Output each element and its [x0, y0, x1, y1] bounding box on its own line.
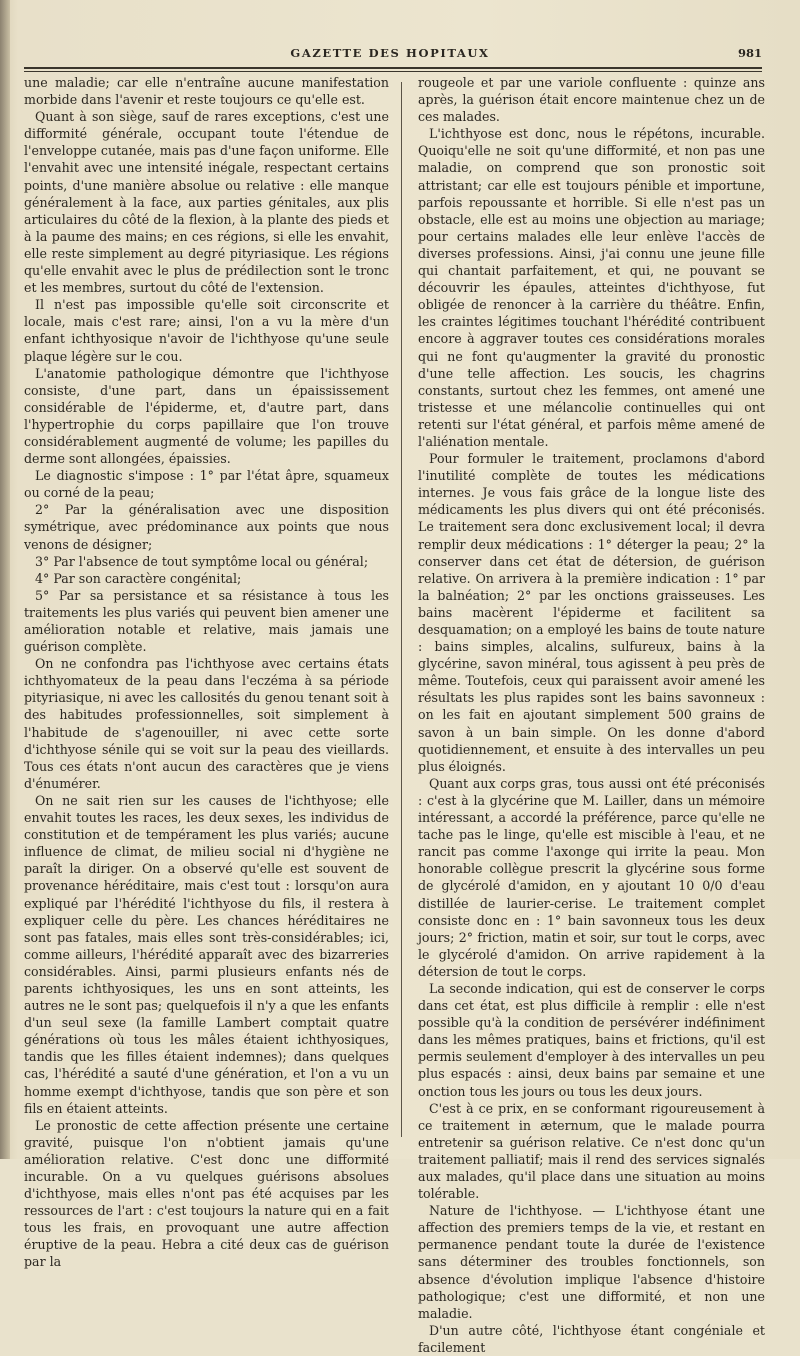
paragraph: Il n'est pas impossible qu'elle soit circonscrite et locale, mais c'est rare; ainsi, l'on a vu la mère d'un enfant ichthyosique n'avoir de l'ichthyose qu'une seule plaque légère sur le cou. — [24, 297, 389, 364]
paragraph: D'un autre côté, l'ichthyose étant congéniale et facilement — [418, 1322, 765, 1355]
paragraph: 2° Par la généralisation avec une disposition symétrique, avec prédominance aux points que nous venons de désigner; — [24, 502, 389, 552]
publication-title: GAZETTE DES HOPITAUX — [290, 46, 490, 60]
column-divider — [401, 82, 402, 1137]
page-header — [18, 42, 762, 62]
paragraph: L'ichthyose est donc, nous le répétons, incurable. Quoiqu'elle ne soit qu'une difformité, et non pas une maladie, on comprend que son pronostic soit attristant; car elle est toujours pénible et importune, parfois repoussante et horrible. Si elle n'est pas un obstacle, elle est au moins une objection au mariage; pour certains malades elle leur enlève l'accès de diverses professions. Ainsi, j'ai connu une jeune fille qui chantait parfaitement, et qui, ne pouvant se découvrir les épaules, atteintes d'ichthyose, fut obligée de renoncer à la carrière du théâtre. Enfin, les craintes légitimes touchant l'hérédité contribuent encore à aggraver toutes ces considérations morales qui ne font qu'augmenter la gravité du pronostic d'une telle affection. Les soucis, les chagrins constants, surtout chez les femmes, ont amené une tristesse et une mélancolie continuelles qui ont retenti sur l'état général, et parfois même amené de l'aliénation mentale. — [418, 126, 765, 449]
paragraph: La seconde indication, qui est de conserver le corps dans cet état, est plus difficile à remplir : elle n'est possible qu'à la condition de persévérer indéfiniment dans les mêmes pratiques, bains et frictions, qu'il est permis seulement d'employer à des intervalles un peu plus espacés : ainsi, deux bains par semaine et une onction tous les jours ou tous les deux jours. — [418, 980, 765, 1099]
header-rule-thin — [24, 71, 762, 72]
header-rule-thick — [24, 67, 762, 69]
paragraph: L'anatomie pathologique démontre que l'ichthyose consiste, d'une part, dans un épaississement considérable de l'épiderme, et, d'autre part, dans l'hypertrophie du corps papillaire que l'on trouve considérablement augmenté de volume; les papilles du derme sont allongées, épaissies. — [24, 365, 389, 467]
paragraph: 4° Par son caractère congénital; — [35, 570, 242, 586]
right-column — [418, 74, 765, 1356]
page-binding-edge — [0, 0, 10, 1159]
paragraph: une maladie; car elle n'entraîne aucune manifestation morbide dans l'avenir et reste toujours ce qu'elle est. — [24, 75, 389, 108]
paragraph: rougeole et par une variole confluente : quinze ans après, la guérison était encore maintenue chez un de ces malades. — [418, 75, 765, 125]
paragraph: Le pronostic de cette affection présente une certaine gravité, puisque l'on n'obtient jamais qu'une amélioration relative. C'est donc une difformité incurable. On a vu quelques guérisons absolues d'ichthyose, mais elles n'ont pas été acquises par les ressources de l'art : c'est toujours la nature qui en a fait tous les frais, en provoquant une autre affection éruptive de la peau. Hebra a cité deux cas de guérison par la — [24, 1117, 389, 1270]
paragraph: 5° Par sa persistance et sa résistance à tous les traitements les plus variés qui peuvent bien amener une amélioration notable et relative, mais jamais une guérison complète. — [24, 587, 389, 655]
page-number: 981 — [737, 46, 762, 60]
paragraph: Le diagnostic s'impose : 1° par l'état âpre, squameux ou corné de la peau; — [24, 468, 389, 501]
paragraph: Quant à son siège, sauf de rares exceptions, c'est une difformité générale, occupant toute l'étendue de l'enveloppe cutanée, mais pas d'une façon uniforme. Elle l'envahit avec une intensité inégale, respectant certains points, d'une manière absolue ou relative : elle manque généralement à la face, aux parties génitales, aux plis articulaires du côté de la flexion, à la plante des pieds et à la paume des mains; en ces régions, si elle les envahit, elle reste simplement au degré pityriasique. Les régions qu'elle envahit avec le plus de prédilection sont le tronc et les membres, surtout du côté de l'extension. — [24, 109, 389, 296]
paragraph: Pour formuler le traitement, proclamons d'abord l'inutilité complète de toutes les médications internes. Je vous fais grâce de la longue liste des médicaments les plus divers qui ont été préconisés. Le traitement sera donc exclusivement local; il devra remplir deux médications : 1° déterger la peau; 2° la conserver dans cet état de détersion, de guérison relative. On arrivera à la première indication : 1° par la balnéation; 2° par les onctions graisseuses. Les bains macèrent l'épiderme et facilitent sa desquamation; on a employé les bains de toute nature : bains simples, alcalins, sulfureux, bains à la glycérine, savon minéral, tous agissent à peu près de même. Toutefois, ceux qui paraissent avoir amené les résultats les plus rapides sont les bains savonneux : on les fait en ajoutant simplement 500 grains de savon à un bain simple. On les donne d'abord quotidiennement, et ensuite à des intervalles un peu plus éloignés. — [418, 451, 765, 774]
paragraph: On ne confondra pas l'ichthyose avec certains états ichthyomateux de la peau dans l'eczéma à sa période pityriasique, ni avec les callosités du genou tenant soit à des habitudes professionnelles, soit simplement à l'habitude de s'agenouiller, ni avec cette sorte d'ichthyose sénile qui se voit sur la peau des vieillards. Tous ces états n'ont aucun des caractères que je viens d'énumérer. — [24, 656, 389, 791]
paragraph: C'est à ce prix, en se conformant rigoureusement à ce traitement in æternum, que le malade pourra entretenir sa guérison relative. Ce n'est donc qu'un traitement palliatif; mais il rend des services signalés aux malades, qu'il place dans une situation au moins tolérable. — [418, 1100, 765, 1202]
paragraph: Nature de l'ichthyose. — L'ichthyose étant une affection des premiers temps de la vie, et restant en permanence pendant toute la durée de l'existence sans déterminer des troubles fonctionnels, son absence d'évolution implique l'absence d'histoire pathologique; c'est une difformité, et non une maladie. — [418, 1203, 765, 1321]
left-column — [24, 74, 389, 1271]
paragraph: Quant aux corps gras, tous aussi ont été préconisés : c'est à la glycérine que M. Lailler, dans un mémoire intéressant, a accordé la préférence, parce qu'elle ne tache pas le linge, qu'elle est miscible à l'eau, et ne rancit pas comme l'axonge qui irrite la peau. Mon honorable collègue prescrit la glycérine sous forme de glycérolé d'amidon, en y ajoutant 10 0/0 d'eau distillée de laurier-cerise. Le traitement complet consiste donc en : 1° bain savonneux tous les deux jours; 2° friction, matin et soir, sur tout le corps, avec le glycérolé d'amidon. On arrive rapidement à la détersion de tout le corps. — [418, 775, 765, 979]
paragraph: 3° Par l'absence de tout symptôme local ou général; — [35, 553, 369, 569]
paragraph: On ne sait rien sur les causes de l'ichthyose; elle envahit toutes les races, les deux sexes, les individus de constitution et de tempérament les plus variés; aucune influence de climat, de milieu social ni d'hygiène ne paraît la diriger. On a observé qu'elle est souvent de provenance héréditaire, mais c'est tout : lorsqu'on aura expliqué par l'hérédité l'ichthyose du fils, il restera à expliquer celle du père. Les chances héréditaires ne sont pas fatales, mais elles sont très-considérables; ici, comme ailleurs, l'hérédité apparaît avec des bizarreries considérables. Ainsi, parmi plusieurs enfants nés de parents ichthyosiques, les uns en sont atteints, les autres ne le sont pas; quelquefois il n'y a que les enfants d'un seul sexe (la famille Lambert comptait quatre générations où tous les mâles étaient ichthyosiques, tandis que les filles étaient indemnes); dans quelques cas, l'hérédité a sauté d'une génération, et l'on a vu un homme exempt d'ichthyose, tandis que son père et son fils en étaient atteints. — [24, 792, 389, 1116]
